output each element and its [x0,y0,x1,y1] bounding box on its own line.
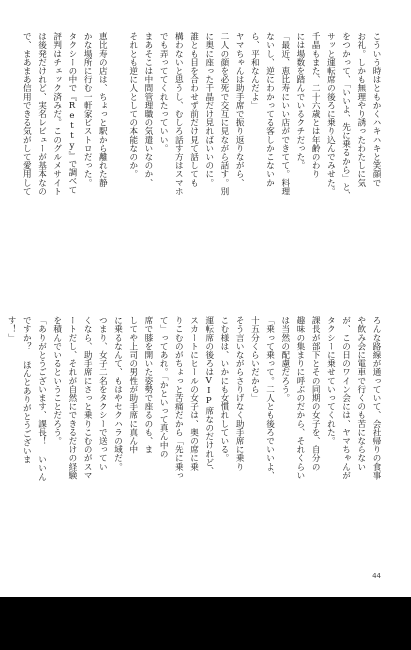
text-line: や飲み会に電車で行くのも苦にならない [355,316,366,471]
text-line: りこむのがちょっと苦痛だから「先に乗っ [173,316,184,480]
text-line: タクシーの中で『Retty』で調べて [66,32,77,194]
text-band-top [21,32,383,300]
text-line: それとも逆に人としての本能なのか。 [127,32,138,179]
text-line: ヤマちゃんは助手席で振り返りながら、 [234,32,245,187]
text-line: で、まあまあ信用できる気がして愛用して [21,32,32,196]
text-line: こむ様は、いかにも女慣れしている。 [218,316,229,463]
text-line: には場数を踏んでいるクチだった。 [294,32,305,170]
text-line: ろんな路線が通っていて、会社帰りの食事 [371,316,381,480]
text-line: くなら、助手席にさっと乗りこむのがスマ [82,316,93,480]
text-line: に乗るなんて、もはやセクハラの域だ。 [112,316,123,471]
text-line: 運転席の後ろはVIP席なのだけれど、 [203,316,214,475]
text-line: お礼。しかも無理やり誘ったわたしに気 [355,32,366,187]
text-line: まあそこは中間管理職の気遣いなのか、 [142,32,153,187]
text-line: ら、平和なんだよ」 [249,32,260,110]
text-line: ですか？ ほんとありがとうございま [21,316,32,464]
text-line: かな場所に行む一軒家ビストロだった。 [82,32,93,187]
text-line: 課長が部下とその同期の女子を、自分の [310,316,321,471]
text-line: スカートにヒールの女子は、奥の席に乗 [188,316,199,471]
text-line: 十五分くらいだから」 [249,316,260,402]
text-line: こういう時はともかくハキハキと笑顔で [371,32,381,187]
text-line: 趣味の集まりに呼ぶのだから、それくらい [294,316,305,480]
text-line: タクシーに乗せていってくれた。 [325,316,336,445]
text-line: て」ってあれ。「かといって真ん中の [158,316,169,458]
text-line [109,32,124,300]
text-band-bottom [6,316,383,586]
text-line: 「最近、恵比寿にいい店ができてて。料理 [279,32,290,196]
text-line: す！」 [6,316,17,342]
bottom-black-bar [0,597,411,650]
text-line: 二人の顔を必死で交互に見ながら話す。別 [218,32,229,196]
text-line: つまり、女子二名をタクシーで送ってい [97,316,108,471]
text-line: 席で膝を開いた姿勢で座るのも、ま [142,316,153,454]
text-line: 恵比寿の店は、ちょっと駅から離れた静 [97,32,108,187]
text-line: に奥に座った千晶だけ見ればいいのに。 [203,32,214,187]
text-line: 「ありがとうございます、課長！ いいん [36,316,47,481]
text-line: を積んでいるということだろう。 [51,316,62,445]
text-line: そう言いながらさりげなく助手席に乗り [234,316,245,471]
text-line: してや上司の男性が助手席に真ん中 [127,316,138,454]
text-line: が、この日のワイン会には、ヤマちゃんが [340,316,351,480]
text-line: 評判はチェック済みだ。このグルメサイト [51,32,62,196]
text-line: ートだし、それが自然にできるだけの経験 [66,316,77,480]
page-number: 44 [372,572,381,580]
text-line: をつかって、「いいよ、先に乗るから」と、 [340,32,351,200]
text-line: 構わないと思うし、むしろ話す方はスマホ [173,32,184,196]
text-line: でも弄っててくれたっていい。 [158,32,169,153]
text-line: 千晶もまた、二十六歳とは年齢のわり [310,32,321,179]
text-line: 誰とも目を合わせず前だけ見て話しても [188,32,199,187]
text-line: 「乗って乗って。二人とも後ろでいいよ、 [264,316,275,480]
text-line: は後発だけれど、実名レビューが基本なの [36,32,47,196]
text-line: は当然の配慮だろう。 [279,316,290,402]
text-line: ないし、逆にわかってる客しかこないか [264,32,275,187]
text-line: サッと運転席の後ろに乗り込んでみせた。 [325,32,336,196]
